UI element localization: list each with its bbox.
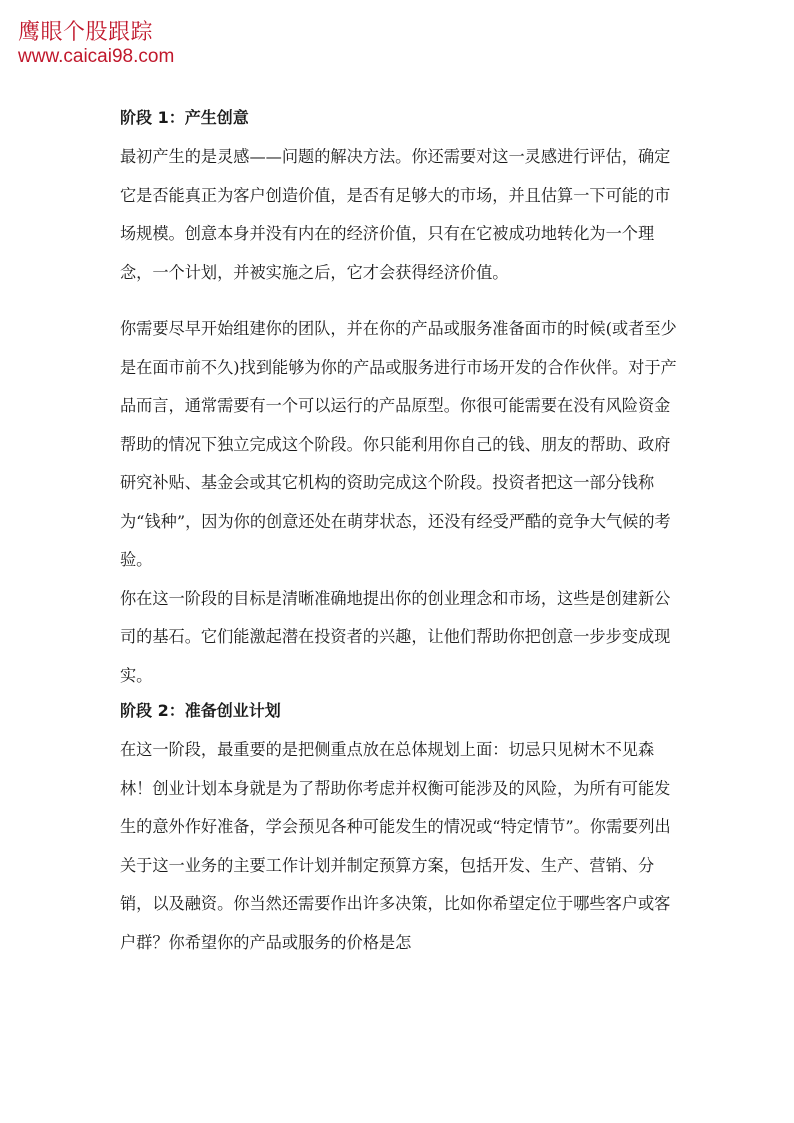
watermark-title: 鹰眼个股跟踪	[18, 20, 154, 45]
watermark	[18, 20, 174, 68]
section-1	[120, 102, 680, 695]
section-2-heading: 阶段 2：准备创业计划	[120, 701, 281, 720]
section-1-paragraph-3: 你在这一阶段的目标是清晰准确地提出你的创业理念和市场，这些是创建新公司的基石。它们能激起潜在投资者的兴趣，让他们帮助你把创意一步步变成现实。	[120, 588, 671, 685]
watermark-url: www.caicai98.com	[18, 46, 175, 67]
document-body	[120, 102, 680, 962]
section-1-heading: 阶段 1：产生创意	[120, 108, 249, 127]
section-2	[120, 695, 680, 962]
section-1-paragraph-1: 最初产生的是灵感——问题的解决方法。你还需要对这一灵感进行评估，确定它是否能真正为客户创造价值，是否有足够大的市场，并且估算一下可能的市场规模。创意本身并没有内在的经济价值，只有在它被成功地转化为一个理念，一个计划，并被实施之后，它才会获得经济价值。	[120, 147, 671, 282]
section-2-paragraph-1: 在这一阶段，最重要的是把侧重点放在总体规划上面：切忌只见树木不见森林！创业计划本身就是为了帮助你考虑并权衡可能涉及的风险，为所有可能发生的意外作好准备，学会预见各种可能发生的情况或“特定情节”。你需要列出关于这一业务的主要工作计划并制定预算方案，包括开发、生产、营销、分销，以及融资。你当然还需要作出许多决策，比如你希望定位于哪些客户或客户群？你希望你的产品或服务的价格是怎	[120, 740, 671, 952]
section-1-paragraph-2: 你需要尽早开始组建你的团队，并在你的产品或服务准备面市的时候(或者至少是在面市前不久)找到能够为你的产品或服务进行市场开发的合作伙伴。对于产品而言，通常需要有一个可以运行的产品原型。你很可能需要在没有风险资金帮助的情况下独立完成这个阶段。你只能利用你自己的钱、朋友的帮助、政府研究补贴、基金会或其它机构的资助完成这个阶段。投资者把这一部分钱称为“钱种”，因为你的创意还处在萌芽状态，还没有经受严酷的竞争大气候的考验。	[120, 319, 677, 569]
